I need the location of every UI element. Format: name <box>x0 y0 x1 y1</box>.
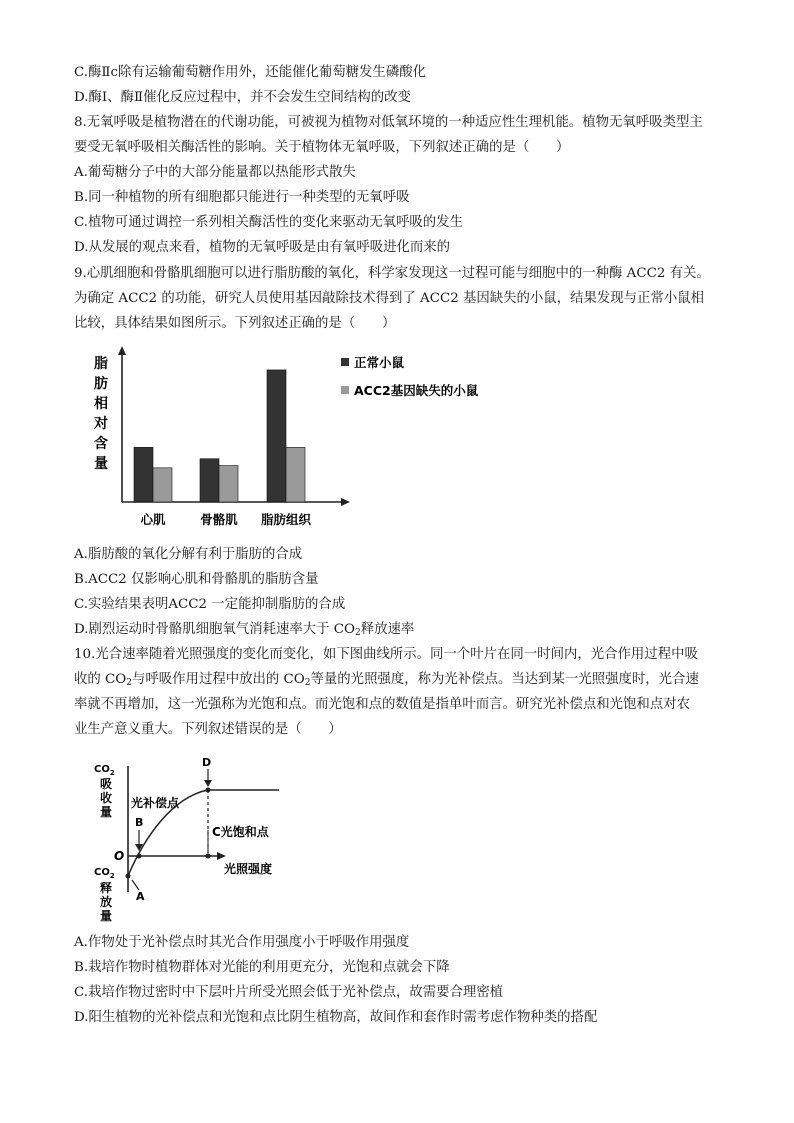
y-axis-label-char: 含 <box>94 436 108 452</box>
q10-stem-line-2: 收的 $CO_2$与呼吸作用过程中放出的 $CO_2$等量的光照强度，称为光补偿点。当达到某一光照强度时，光合速 <box>74 672 699 688</box>
curve-y-bottom-label-1: 释 <box>100 881 113 895</box>
curve-y-top-label-3: 量 <box>100 805 113 819</box>
q10-stem-line-1: 10.光合速率随着光照强度的变化而变化，如下图曲线所示。同一个叶片在同一时间内，光合作用过程中吸 <box>74 647 698 662</box>
y-axis-arrow <box>118 346 126 355</box>
bar-normal-1 <box>200 459 219 502</box>
q10-stem-line-3: 率就不再增加，这一光强称为光饱和点。而光饱和点的数值是指单叶而言。研究光补偿点和光饱和点对农 <box>74 697 690 712</box>
compensation-point-label: 光补偿点 <box>131 796 180 810</box>
curve-y-bottom-label-3: 量 <box>100 909 113 923</box>
y-axis-label <box>93 355 108 472</box>
y-axis-label-char: 量 <box>94 456 108 472</box>
curve-y-top-label-2: 收 <box>100 791 113 805</box>
curve-x-axis-label: 光照强度 <box>224 862 273 876</box>
q8-option-c: C.植物可通过调控一系列相关酶活性的变化来驱动无氧呼吸的发生 <box>74 215 463 230</box>
fat-content-bar-chart <box>84 344 504 540</box>
curve-y-bottom-label-2: 放 <box>100 895 113 909</box>
q10-option-a: A.作物处于光补偿点时其光合作用强度小于呼吸作用强度 <box>74 935 410 950</box>
legend-label: ACC2基因缺失的小鼠 <box>354 383 479 398</box>
y-axis-label-char: 脂 <box>94 356 108 372</box>
q8-stem-line-1: 8.无氧呼吸是植物潜在的代谢功能，可被视为植物对低氧环境的一种适应性生理机能。植物无氧呼吸类型主 <box>74 115 703 130</box>
q10-option-c: C.栽培作物过密时中下层叶片所受光照会低于光补偿点，故需要合理密植 <box>74 985 504 1000</box>
q7-option-d: D.酶Ⅰ、酶Ⅱ催化反应过程中，并不会发生空间结构的改变 <box>74 90 411 105</box>
point-a-arrow <box>132 880 139 890</box>
bar-normal-0 <box>134 447 153 502</box>
q9-option-d: D.剧烈运动时骨骼肌细胞氧气消耗速率大于 $CO_2$释放速率 <box>74 622 415 638</box>
bar-normal-2 <box>267 370 286 502</box>
point-b <box>137 854 142 859</box>
point-d <box>206 788 211 793</box>
y-axis-label-char: 相 <box>94 396 108 412</box>
point-a <box>126 874 131 879</box>
point-d-label: D <box>202 756 212 769</box>
curve-y-bottom-label-co: $CO_2$ <box>94 867 115 880</box>
q9-option-a: A.脂肪酸的氧化分解有利于脂肪的合成 <box>74 547 303 562</box>
light-response-curve <box>84 752 304 924</box>
q9-option-b: B.ACC2 仅影响心肌和骨骼肌的脂肪含量 <box>74 572 319 587</box>
legend-swatch <box>341 358 349 366</box>
q8-stem-line-2: 要受无氧呼吸相关酶活性的影响。关于植物体无氧呼吸，下列叙述正确的是（ ） <box>74 140 570 155</box>
q8-option-a: A.葡萄糖分子中的大部分能量都以热能形式散失 <box>74 165 356 180</box>
legend-swatch <box>341 386 349 394</box>
q7-option-c: C.酶Ⅱc除有运输葡萄糖作用外，还能催化葡萄糖发生磷酸化 <box>74 65 426 80</box>
point-b-label: B <box>135 816 144 829</box>
saturation-point-label: C光饱和点 <box>212 825 269 839</box>
curve-y-top-label-co: $CO_2$ <box>94 764 115 777</box>
q9-stem-line-3: 比较，具体结果如图所示。下列叙述正确的是（ ） <box>74 316 396 331</box>
category-label: 脂肪组织 <box>260 512 312 527</box>
x-axis-arrow <box>341 498 350 506</box>
q9-option-c: C.实验结果表明ACC2 一定能抑制脂肪的合成 <box>74 597 346 612</box>
point-a-label: A <box>136 890 145 903</box>
curve-x-axis-arrow <box>217 852 226 860</box>
q10-option-d: D.阳生植物的光补偿点和光饱和点比阴生植物高，故间作和套作时需考虑作物种类的搭配 <box>74 1010 598 1025</box>
category-label: 心肌 <box>140 512 166 527</box>
point-c <box>206 854 211 859</box>
q10-stem-line-4: 业生产意义重大。下列叙述错误的是（ ） <box>74 722 342 737</box>
curve-y-top-label-1: 吸 <box>100 777 113 791</box>
q10-option-b: B.栽培作物时植物群体对光能的利用更充分，光饱和点就会下降 <box>74 960 450 975</box>
q9-stem-line-1: 9.心肌细胞和骨骼肌细胞可以进行脂肪酸的氧化，科学家发现这一过程可能与细胞中的一种酶 ACC2 有关。 <box>74 266 710 281</box>
q9-stem-line-2: 为确定 ACC2 的功能，研究人员使用基因敲除技术得到了 ACC2 基因缺失的小鼠，结果发现与正常小鼠相 <box>74 291 705 306</box>
q8-option-b: B.同一种植物的所有细胞都只能进行一种类型的无氧呼吸 <box>74 190 410 205</box>
legend-label: 正常小鼠 <box>354 355 405 370</box>
q8-option-d: D.从发展的观点来看，植物的无氧呼吸是由有氧呼吸进化而来的 <box>74 240 451 255</box>
y-axis-label-char: 肪 <box>94 376 108 392</box>
category-label: 骨骼肌 <box>200 512 238 527</box>
bar-knockout-1 <box>219 466 238 502</box>
point-d-arrowhead <box>204 780 212 787</box>
bar-knockout-2 <box>286 447 305 502</box>
y-axis-label-char: 对 <box>94 416 108 432</box>
curve-origin-label: O <box>114 849 125 863</box>
bar-knockout-0 <box>153 468 172 502</box>
